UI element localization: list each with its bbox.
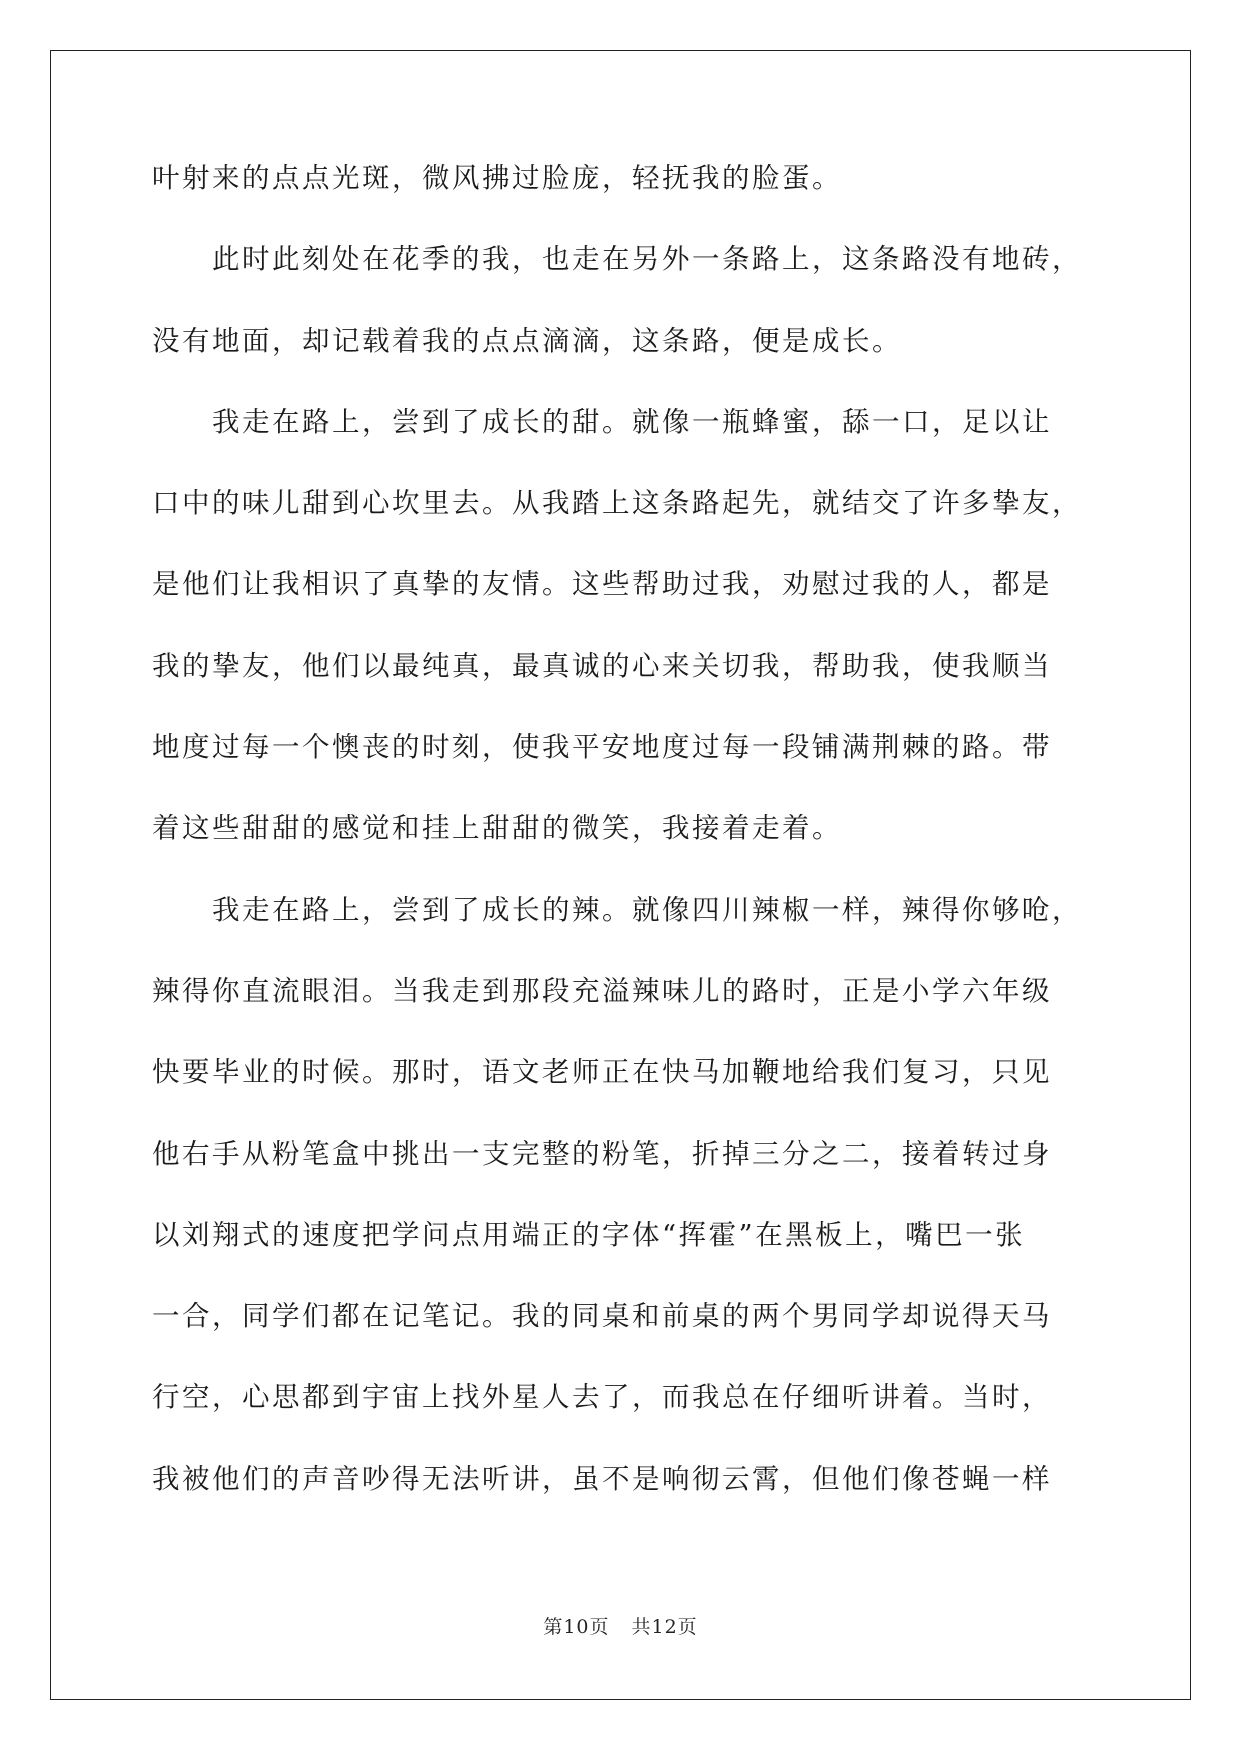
document-body: [152, 158, 1092, 1540]
text-line: 以刘翔式的速度把学问点用端正的字体“挥霍”在黑板上，嘴巴一张: [152, 1218, 1026, 1251]
text-line: 没有地面，却记载着我的点点滴滴，这条路，便是成长。: [152, 324, 902, 357]
text-line: 叶射来的点点光斑，微风拂过脸庞，轻抚我的脸蛋。: [152, 162, 842, 194]
page-total: 共12页: [631, 1616, 698, 1638]
text-line: 是他们让我相识了真挚的友情。这些帮助过我，劝慰过我的人，都是: [152, 568, 1052, 601]
text-line: 他右手从粉笔盒中挑出一支完整的粉笔，折掉三分之二，接着转过身: [152, 1137, 1052, 1170]
text-line: 我被他们的声音吵得无法听讲，虽不是响彻云霄，但他们像苍蝇一样: [152, 1462, 1052, 1495]
text-line: 辣得你直流眼泪。当我走到那段充溢辣味儿的路时，正是小学六年级: [152, 974, 1052, 1007]
text-line: 我走在路上，尝到了成长的辣。就像四川辣椒一样，辣得你够呛，: [152, 893, 1082, 926]
text-line: 地度过每一个懊丧的时刻，使我平安地度过每一段铺满荆棘的路。带: [152, 731, 1052, 764]
text-line: 快要毕业的时候。那时，语文老师正在快马加鞭地给我们复习，只见: [152, 1056, 1052, 1089]
text-line: 口中的味儿甜到心坎里去。从我踏上这条路起先，就结交了许多挚友，: [152, 487, 1082, 520]
text-line: 着这些甜甜的感觉和挂上甜甜的微笑，我接着走着。: [152, 812, 842, 845]
page-number: 第10页: [543, 1616, 610, 1638]
text-line: 一合，同学们都在记笔记。我的同桌和前桌的两个男同学却说得天马: [152, 1300, 1052, 1333]
text-line: 此时此刻处在花季的我，也走在另外一条路上，这条路没有地砖，: [152, 243, 1082, 276]
text-line: 我走在路上，尝到了成长的甜。就像一瓶蜂蜜，舔一口，足以让: [152, 405, 1052, 438]
text-line: 行空，心思都到宇宙上找外星人去了，而我总在仔细听讲着。当时，: [152, 1381, 1052, 1414]
page-footer: [0, 1612, 1241, 1639]
text-line: 我的挚友，他们以最纯真，最真诚的心来关切我，帮助我，使我顺当: [152, 649, 1052, 682]
